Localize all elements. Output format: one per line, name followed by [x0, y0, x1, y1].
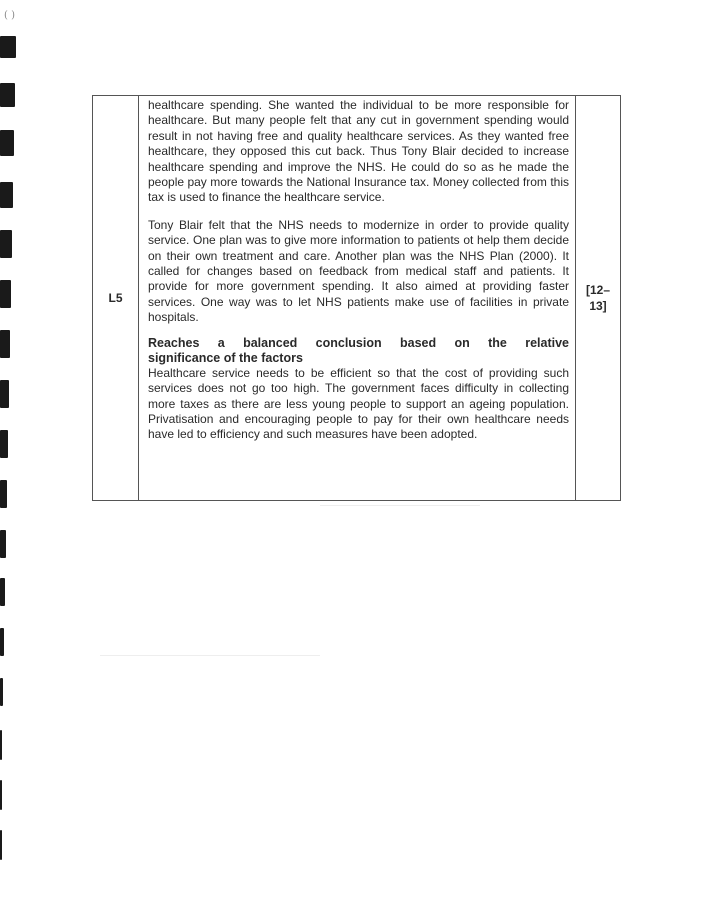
corner-mark: ( ) [4, 10, 15, 21]
marks-range-line: [12– [585, 283, 611, 297]
answer-paragraph: healthcare spending. She wanted the individual to be more responsible for healthcare. But many people felt that any cut in government spending would result in not having free and quality healthcare services. As they wanted free healthcare, they opposed this cut back. Thus Tony Blair decided to increase healthcare spending and improve the NHS. He could do so as he made the people pay more towards the National Insurance tax. Money collected from this tax is used to finance the healthcare service. [148, 98, 569, 205]
descriptor-cell [139, 96, 576, 501]
binding-hole-mark [0, 36, 16, 58]
binding-hole-mark [0, 330, 10, 358]
binding-hole-mark [0, 380, 9, 408]
table-row [93, 96, 621, 501]
mark-scheme-table [92, 95, 621, 501]
binding-hole-mark [0, 530, 6, 558]
binding-hole-mark [0, 480, 7, 508]
marks-cell [576, 96, 621, 501]
binding-strip [0, 0, 26, 914]
binding-hole-mark [0, 830, 2, 860]
binding-hole-mark [0, 628, 4, 656]
answer-paragraph: Tony Blair felt that the NHS needs to modernize in order to provide quality service. One plan was to give more information to patients ot help them decide on their own treatment and care. Another plan was the NHS Plan (2000). It called for changes based on feedback from medical staff and patients. It provide for more government spending. It also aimed at providing faster services. One way was to let NHS patients make use of facilities in private hospitals. [148, 217, 569, 325]
level-descriptor-heading: significance of the factors [148, 350, 303, 365]
binding-hole-mark [0, 430, 8, 458]
binding-hole-mark [0, 678, 3, 706]
scan-artifact [320, 505, 480, 506]
marks-range-line: 13] [589, 299, 607, 313]
binding-hole-mark [0, 182, 13, 208]
binding-hole-mark [0, 130, 14, 156]
conclusion-paragraph: Healthcare service needs to be efficient so that the cost of providing such services does not go too high. The government faces difficulty in collecting more taxes as there are less young people to support an ageing population. Privatisation and encouraging people to pay for their own healthcare needs have led to efficiency and such measures have been adopted. [148, 365, 569, 442]
binding-hole-mark [0, 578, 5, 606]
binding-hole-mark [0, 280, 11, 308]
binding-hole-mark [0, 83, 15, 107]
scan-artifact [100, 655, 320, 656]
binding-hole-mark [0, 730, 2, 760]
binding-hole-mark [0, 230, 12, 258]
binding-hole-mark [0, 780, 2, 810]
level-cell: L5 [93, 96, 139, 501]
level-descriptor-heading: Reaches a balanced conclusion based on the relative [148, 335, 569, 350]
